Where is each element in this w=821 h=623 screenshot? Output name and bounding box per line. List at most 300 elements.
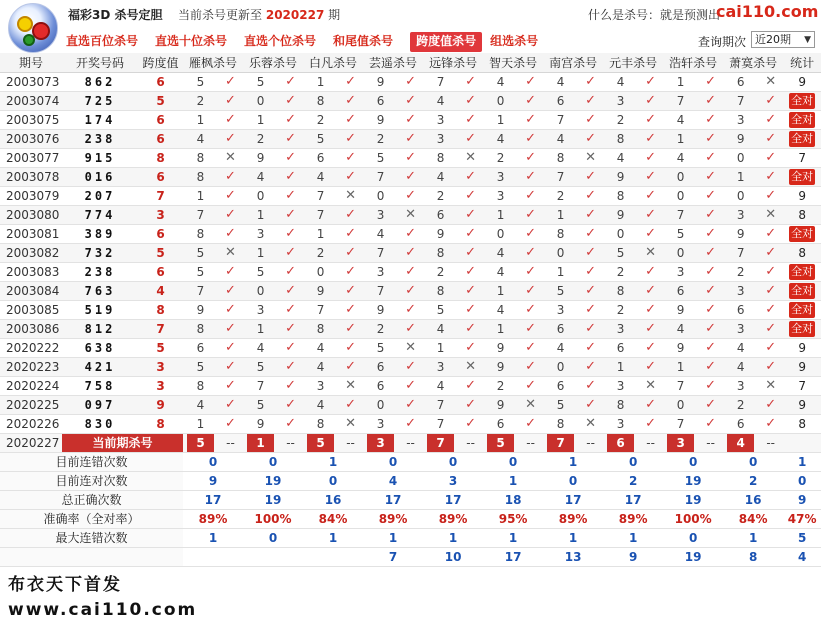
check-icon: ✓ — [698, 338, 723, 357]
stat-value: 0 — [603, 452, 663, 471]
kill-number-cell: 4 — [183, 395, 218, 414]
nav-tab-5[interactable]: 组选杀号 — [490, 34, 539, 48]
current-kill-value: 5 — [487, 434, 514, 452]
check-icon: ✓ — [758, 281, 783, 300]
column-header: 元丰杀号 — [603, 53, 663, 72]
table-row — [0, 243, 821, 262]
check-icon: ✓ — [278, 129, 303, 148]
draw-code-cell: 725 — [62, 91, 138, 110]
all-correct-badge: 全对 — [791, 93, 814, 107]
kill-number-cell: 3 — [243, 300, 278, 319]
check-icon: ✓ — [278, 91, 303, 110]
kill-number-cell: 9 — [483, 338, 518, 357]
total-cell — [783, 300, 821, 319]
kill-number-cell: 3 — [363, 414, 398, 433]
kill-number-cell: 1 — [483, 110, 518, 129]
table-row — [0, 262, 821, 281]
current-kill-value: 7 — [427, 434, 454, 452]
cross-icon: ✕ — [758, 376, 783, 395]
issue-cell: 2020225 — [0, 395, 62, 414]
table-row — [0, 110, 821, 129]
stat-value: 1 — [363, 528, 423, 547]
stat-value: 0 — [243, 452, 303, 471]
check-icon: ✓ — [338, 72, 363, 91]
check-icon: ✓ — [278, 395, 303, 414]
check-icon: ✓ — [218, 205, 243, 224]
check-icon: ✓ — [218, 110, 243, 129]
table-row — [0, 148, 821, 167]
whatis-link[interactable]: 什么是杀号：就是预测出 — [588, 8, 721, 22]
check-icon: ✓ — [758, 167, 783, 186]
stat-value: 100% — [663, 509, 723, 528]
current-placeholder-cell: -- — [458, 433, 483, 452]
kill-number-cell: 1 — [483, 205, 518, 224]
kill-number-cell: 0 — [363, 186, 398, 205]
kill-number-cell: 1 — [483, 281, 518, 300]
check-icon: ✓ — [698, 186, 723, 205]
stat-value: 1 — [303, 452, 363, 471]
check-icon: ✓ — [398, 414, 423, 433]
total-cell: 9 — [783, 357, 821, 376]
kill-number-cell: 0 — [663, 186, 698, 205]
stat-value: 4 — [363, 471, 423, 490]
check-icon: ✓ — [758, 186, 783, 205]
kill-number-cell: 7 — [543, 110, 578, 129]
kill-number-cell: 0 — [483, 224, 518, 243]
check-icon: ✓ — [398, 376, 423, 395]
stat-value: 16 — [723, 490, 783, 509]
kill-number-cell: 4 — [243, 167, 278, 186]
check-icon: ✓ — [758, 319, 783, 338]
current-kill-label: 当前期杀号 — [62, 434, 183, 452]
check-icon: ✓ — [398, 72, 423, 91]
kill-number-cell: 4 — [483, 72, 518, 91]
stat-value: 84% — [723, 509, 783, 528]
check-icon: ✓ — [398, 148, 423, 167]
kill-number-cell: 0 — [543, 243, 578, 262]
check-icon: ✓ — [458, 167, 483, 186]
kill-number-cell: 2 — [603, 300, 638, 319]
check-icon: ✓ — [638, 300, 663, 319]
check-icon: ✓ — [218, 167, 243, 186]
issue-cell: 2003078 — [0, 167, 62, 186]
check-icon: ✓ — [218, 91, 243, 110]
kill-number-cell: 6 — [483, 414, 518, 433]
stat-label: 目前连对次数 — [0, 471, 183, 490]
nav-tab-0[interactable]: 直选百位杀号 — [66, 34, 139, 48]
current-kill-value-cell — [303, 433, 338, 452]
stat-value: 13 — [543, 547, 603, 566]
check-icon: ✓ — [518, 148, 543, 167]
kill-number-cell: 3 — [423, 357, 458, 376]
kill-number-cell: 3 — [423, 110, 458, 129]
kill-number-cell: 4 — [183, 129, 218, 148]
check-icon: ✓ — [518, 414, 543, 433]
total-cell — [783, 91, 821, 110]
check-icon: ✓ — [698, 243, 723, 262]
check-icon: ✓ — [578, 91, 603, 110]
column-header: 智天杀号 — [483, 53, 543, 72]
check-icon: ✓ — [698, 148, 723, 167]
check-icon: ✓ — [458, 186, 483, 205]
kill-number-cell: 8 — [603, 186, 638, 205]
check-icon: ✓ — [218, 129, 243, 148]
current-kill-value: 7 — [547, 434, 574, 452]
check-icon: ✓ — [338, 338, 363, 357]
current-kill-value-cell — [723, 433, 758, 452]
kill-number-cell: 1 — [303, 224, 338, 243]
check-icon: ✓ — [518, 186, 543, 205]
check-icon: ✓ — [758, 224, 783, 243]
kill-number-cell: 7 — [723, 91, 758, 110]
kill-number-cell: 7 — [183, 281, 218, 300]
stat-value: 16 — [303, 490, 363, 509]
total-cell: 9 — [783, 395, 821, 414]
issue-cell: 2003073 — [0, 72, 62, 91]
check-icon: ✓ — [698, 110, 723, 129]
total-cell: 7 — [783, 376, 821, 395]
kill-number-cell: 1 — [183, 186, 218, 205]
check-icon: ✓ — [278, 281, 303, 300]
check-icon: ✓ — [278, 224, 303, 243]
stat-value: 0 — [423, 452, 483, 471]
stat-value: 0 — [723, 452, 783, 471]
kill-number-cell: 6 — [603, 338, 638, 357]
kill-number-cell: 7 — [363, 243, 398, 262]
check-icon: ✓ — [338, 148, 363, 167]
check-icon: ✓ — [218, 376, 243, 395]
kill-number-cell: 4 — [303, 167, 338, 186]
check-icon: ✓ — [398, 129, 423, 148]
kill-number-cell: 6 — [423, 205, 458, 224]
update-status — [178, 6, 340, 23]
kill-number-cell: 4 — [543, 338, 578, 357]
all-correct-badge: 全对 — [791, 131, 814, 145]
current-kill-value-cell — [423, 433, 458, 452]
cross-icon: ✕ — [578, 148, 603, 167]
kill-number-cell: 4 — [723, 338, 758, 357]
table-header — [0, 53, 821, 72]
kill-number-cell: 5 — [183, 243, 218, 262]
check-icon: ✓ — [758, 395, 783, 414]
kill-number-cell: 4 — [543, 129, 578, 148]
kill-number-cell: 1 — [543, 262, 578, 281]
check-icon: ✓ — [518, 91, 543, 110]
kill-number-cell: 4 — [483, 129, 518, 148]
stat-value: 10 — [423, 547, 483, 566]
kill-number-cell: 9 — [363, 72, 398, 91]
draw-code-cell: 016 — [62, 167, 138, 186]
kill-number-cell: 0 — [543, 357, 578, 376]
check-icon: ✓ — [278, 186, 303, 205]
check-icon: ✓ — [458, 395, 483, 414]
stat-value: 19 — [243, 471, 303, 490]
kill-number-cell: 7 — [543, 167, 578, 186]
stat-value: 7 — [363, 547, 423, 566]
cross-icon: ✕ — [458, 148, 483, 167]
kill-number-cell: 9 — [663, 338, 698, 357]
kill-number-cell: 7 — [663, 414, 698, 433]
check-icon: ✓ — [218, 186, 243, 205]
issue-cell: 2003084 — [0, 281, 62, 300]
check-icon: ✓ — [278, 72, 303, 91]
kill-number-cell: 5 — [243, 262, 278, 281]
kill-number-cell: 0 — [663, 243, 698, 262]
check-icon: ✓ — [638, 414, 663, 433]
table-row — [0, 414, 821, 433]
check-icon: ✓ — [698, 395, 723, 414]
span-value-cell: 3 — [138, 376, 183, 395]
stat-value: 0 — [663, 452, 723, 471]
total-cell — [783, 319, 821, 338]
kill-number-cell: 4 — [663, 110, 698, 129]
kill-number-cell: 9 — [723, 224, 758, 243]
column-header: 乐蓉杀号 — [243, 53, 303, 72]
current-placeholder-cell: -- — [518, 433, 543, 452]
stat-value — [243, 547, 303, 566]
nav-tab-3[interactable]: 和尾值杀号 — [333, 34, 394, 48]
stat-row — [0, 528, 821, 547]
kill-number-cell: 2 — [363, 129, 398, 148]
stat-label: 准确率（全对率） — [0, 509, 183, 528]
kill-number-cell: 8 — [303, 319, 338, 338]
kill-number-cell: 9 — [483, 357, 518, 376]
table-row — [0, 357, 821, 376]
check-icon: ✓ — [698, 91, 723, 110]
stat-value: 89% — [183, 509, 243, 528]
check-icon: ✓ — [398, 167, 423, 186]
check-icon: ✓ — [338, 395, 363, 414]
current-placeholder-cell: -- — [218, 433, 243, 452]
check-icon: ✓ — [338, 300, 363, 319]
check-icon: ✓ — [458, 243, 483, 262]
kill-number-cell: 9 — [663, 300, 698, 319]
check-icon: ✓ — [458, 91, 483, 110]
span-value-cell: 6 — [138, 224, 183, 243]
current-kill-value: 6 — [607, 434, 634, 452]
kill-number-cell: 2 — [243, 129, 278, 148]
kill-number-cell: 3 — [423, 129, 458, 148]
check-icon: ✓ — [578, 110, 603, 129]
stat-value: 0 — [183, 452, 243, 471]
kill-number-cell: 8 — [303, 414, 338, 433]
span-value-cell: 3 — [138, 357, 183, 376]
kill-number-cell: 2 — [543, 186, 578, 205]
app-title: 福彩3D 杀号定胆 — [68, 8, 163, 22]
kill-number-cell: 4 — [423, 319, 458, 338]
check-icon: ✓ — [338, 91, 363, 110]
kill-number-cell: 3 — [303, 376, 338, 395]
update-suffix: 期 — [328, 8, 341, 22]
nav-tab-2[interactable]: 直选个位杀号 — [244, 34, 317, 48]
table-row — [0, 167, 821, 186]
kill-number-cell: 0 — [663, 395, 698, 414]
kill-number-cell: 0 — [303, 262, 338, 281]
draw-code-cell: 862 — [62, 72, 138, 91]
check-icon: ✓ — [278, 300, 303, 319]
stat-total: 9 — [783, 490, 821, 509]
check-icon: ✓ — [338, 243, 363, 262]
kill-number-cell: 9 — [483, 395, 518, 414]
check-icon: ✓ — [218, 281, 243, 300]
kill-number-cell: 3 — [663, 262, 698, 281]
kill-number-cell: 6 — [723, 72, 758, 91]
kill-number-cell: 7 — [663, 91, 698, 110]
kill-number-cell: 2 — [603, 262, 638, 281]
check-icon: ✓ — [578, 319, 603, 338]
table-row — [0, 91, 821, 110]
kill-number-cell: 5 — [243, 357, 278, 376]
nav-tab-4[interactable]: 跨度值杀号 — [410, 32, 482, 52]
check-icon: ✓ — [278, 357, 303, 376]
check-icon: ✓ — [698, 319, 723, 338]
check-icon: ✓ — [578, 72, 603, 91]
current-placeholder-cell: -- — [398, 433, 423, 452]
kill-number-cell: 3 — [723, 319, 758, 338]
kill-number-cell: 1 — [603, 357, 638, 376]
check-icon: ✓ — [638, 224, 663, 243]
stat-row — [0, 490, 821, 509]
stat-value: 2 — [723, 471, 783, 490]
draw-code-cell: 097 — [62, 395, 138, 414]
stat-value: 3 — [423, 471, 483, 490]
issue-cell: 2003074 — [0, 91, 62, 110]
check-icon: ✓ — [398, 243, 423, 262]
stat-value: 1 — [303, 528, 363, 547]
kill-number-cell: 4 — [663, 148, 698, 167]
check-icon: ✓ — [338, 262, 363, 281]
kill-number-cell: 2 — [423, 262, 458, 281]
kill-number-cell: 4 — [603, 72, 638, 91]
check-icon: ✓ — [638, 167, 663, 186]
current-kill-value-cell — [603, 433, 638, 452]
total-cell — [783, 281, 821, 300]
stat-value: 17 — [483, 547, 543, 566]
stat-value: 9 — [603, 547, 663, 566]
check-icon: ✓ — [698, 357, 723, 376]
kill-number-cell: 5 — [543, 281, 578, 300]
kill-number-cell: 8 — [183, 319, 218, 338]
column-header: 浩轩杀号 — [663, 53, 723, 72]
stat-total: 5 — [783, 528, 821, 547]
kill-number-cell: 5 — [603, 243, 638, 262]
kill-number-cell: 3 — [723, 281, 758, 300]
kill-number-cell: 5 — [423, 300, 458, 319]
table-row — [0, 72, 821, 91]
check-icon: ✓ — [638, 148, 663, 167]
stat-value: 8 — [723, 547, 783, 566]
kill-number-cell: 2 — [603, 110, 638, 129]
check-icon: ✓ — [578, 300, 603, 319]
kill-number-cell: 5 — [183, 357, 218, 376]
all-correct-badge: 全对 — [791, 302, 814, 316]
kill-number-cell: 4 — [243, 338, 278, 357]
check-icon: ✓ — [758, 129, 783, 148]
table-row — [0, 319, 821, 338]
current-kill-value: 5 — [307, 434, 334, 452]
current-total-cell — [783, 433, 821, 452]
kill-number-cell: 8 — [603, 395, 638, 414]
check-icon: ✓ — [278, 338, 303, 357]
kill-number-cell: 2 — [483, 376, 518, 395]
kill-number-cell: 5 — [243, 395, 278, 414]
check-icon: ✓ — [518, 357, 543, 376]
check-icon: ✓ — [458, 224, 483, 243]
check-icon: ✓ — [278, 376, 303, 395]
total-cell: 9 — [783, 186, 821, 205]
current-placeholder-cell: -- — [758, 433, 783, 452]
stat-value — [303, 547, 363, 566]
check-icon: ✓ — [338, 224, 363, 243]
current-kill-value-cell — [183, 433, 218, 452]
stat-total: 4 — [783, 547, 821, 566]
category-nav — [66, 32, 555, 52]
all-correct-badge: 全对 — [791, 169, 814, 183]
column-header: 期号 — [0, 53, 62, 72]
period-select[interactable] — [751, 31, 815, 48]
span-value-cell: 6 — [138, 167, 183, 186]
span-value-cell: 6 — [138, 72, 183, 91]
stat-value: 17 — [183, 490, 243, 509]
span-value-cell: 5 — [138, 91, 183, 110]
column-header: 芸遥杀号 — [363, 53, 423, 72]
check-icon: ✓ — [638, 357, 663, 376]
issue-cell: 2020224 — [0, 376, 62, 395]
stat-value: 0 — [363, 452, 423, 471]
cross-icon: ✕ — [218, 243, 243, 262]
kill-number-cell: 0 — [603, 224, 638, 243]
brand-logo-text[interactable]: cai110.com — [716, 2, 819, 21]
check-icon: ✓ — [758, 110, 783, 129]
check-icon: ✓ — [758, 357, 783, 376]
kill-number-cell: 0 — [723, 186, 758, 205]
kill-table — [0, 53, 821, 567]
check-icon: ✓ — [518, 72, 543, 91]
span-value-cell: 6 — [138, 110, 183, 129]
span-value-cell: 3 — [138, 205, 183, 224]
kill-number-cell: 4 — [303, 357, 338, 376]
issue-cell: 2003081 — [0, 224, 62, 243]
total-cell — [783, 224, 821, 243]
total-cell — [783, 167, 821, 186]
cross-icon: ✕ — [338, 376, 363, 395]
kill-number-cell: 1 — [663, 129, 698, 148]
period-label: 查询期次 — [698, 35, 747, 49]
check-icon: ✓ — [278, 243, 303, 262]
stat-value: 19 — [663, 547, 723, 566]
stat-row — [0, 471, 821, 490]
kill-number-cell: 7 — [303, 186, 338, 205]
check-icon: ✓ — [578, 281, 603, 300]
stat-value: 84% — [303, 509, 363, 528]
check-icon: ✓ — [338, 319, 363, 338]
check-icon: ✓ — [398, 281, 423, 300]
kill-number-cell: 2 — [183, 91, 218, 110]
check-icon: ✓ — [338, 129, 363, 148]
table-row — [0, 300, 821, 319]
check-icon: ✓ — [518, 129, 543, 148]
check-icon: ✓ — [218, 357, 243, 376]
kill-number-cell: 0 — [723, 148, 758, 167]
check-icon: ✓ — [518, 224, 543, 243]
nav-tab-1[interactable]: 直选十位杀号 — [155, 34, 228, 48]
check-icon: ✓ — [218, 224, 243, 243]
check-icon: ✓ — [638, 110, 663, 129]
kill-number-cell: 4 — [303, 338, 338, 357]
kill-number-cell: 7 — [303, 300, 338, 319]
span-value-cell: 6 — [138, 262, 183, 281]
check-icon: ✓ — [458, 72, 483, 91]
